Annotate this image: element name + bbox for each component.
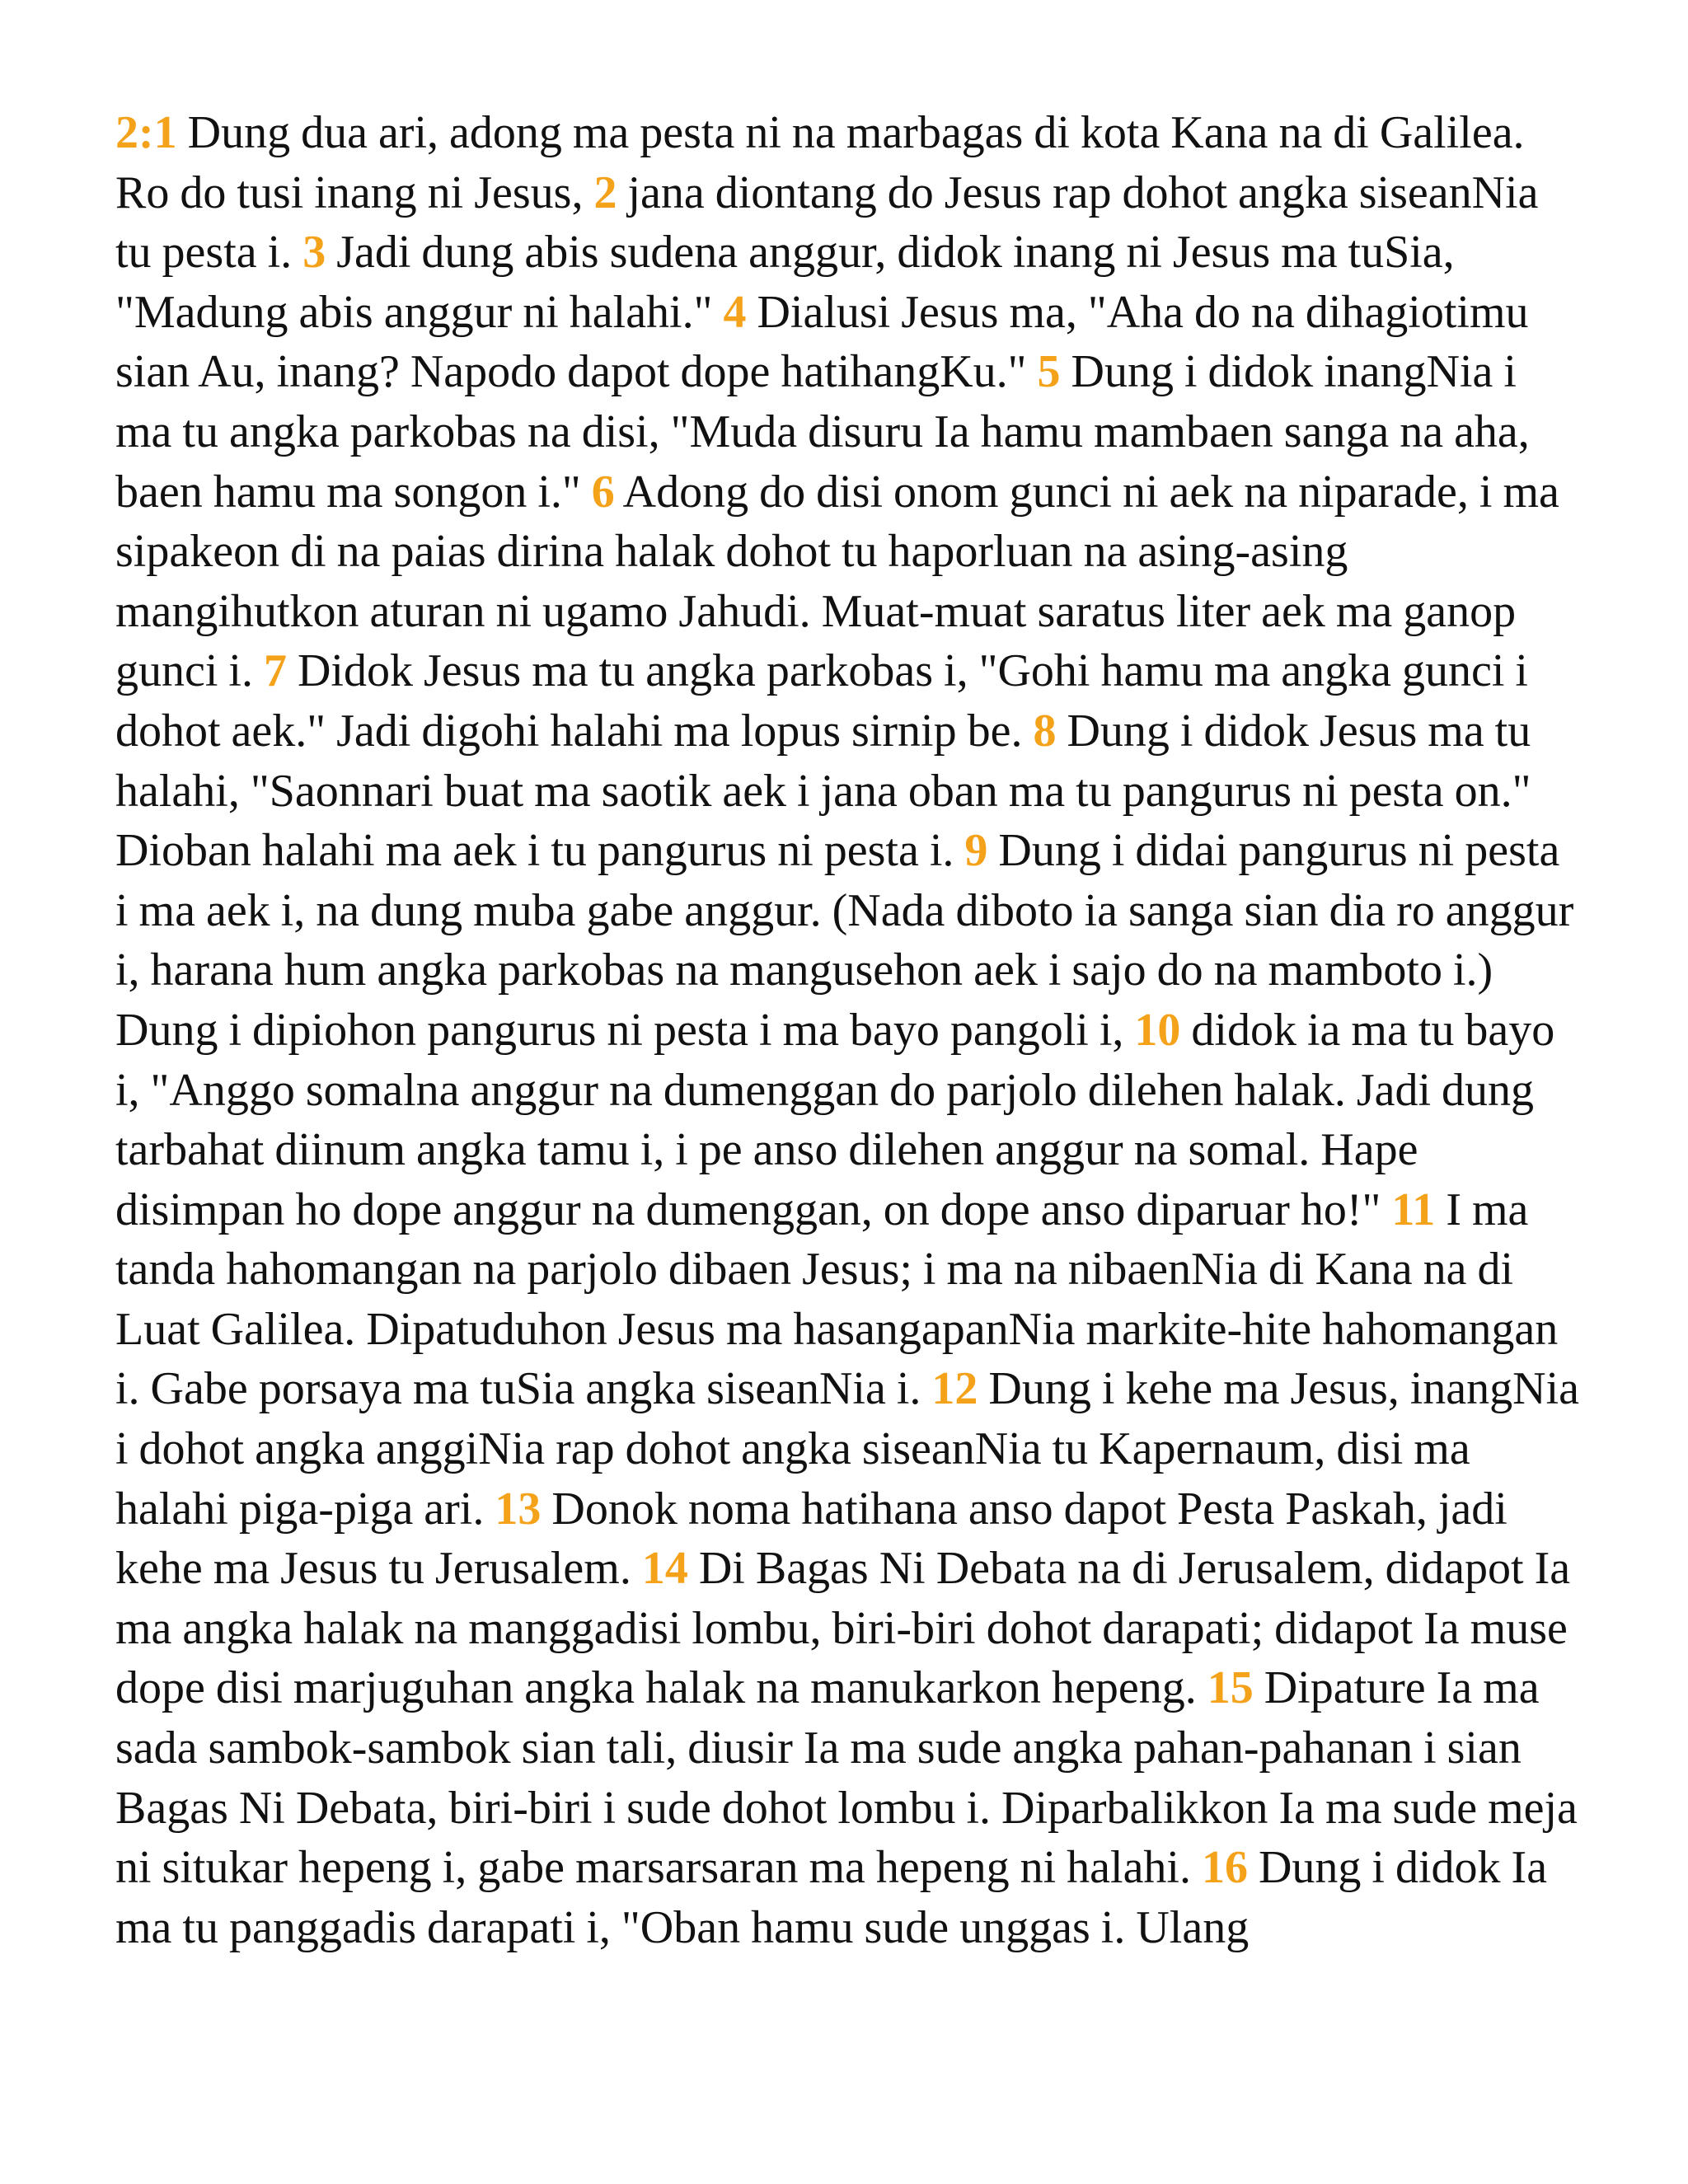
verse-text: Adong do disi onom gunci ni aek na niparade, i ma sipakeon di na paias dirina halak dohot tu haporluan na asing-asing mangihutkon aturan ni ugamo Jahudi. Muat-muat saratus liter aek ma ganop gunci i.: [115, 466, 1559, 697]
verse-number: 8: [1033, 705, 1057, 757]
verse-text: Dialusi Jesus ma, "Aha do na dihagiotimu sian Au, inang? Napodo dapot dope hatihangKu.": [115, 286, 1529, 398]
verse-number: 2:1: [115, 107, 177, 158]
verse-number: 3: [302, 227, 326, 279]
verse-number: 16: [1201, 1842, 1248, 1894]
verse-number: 2: [593, 166, 617, 218]
verse-number: 5: [1037, 346, 1061, 398]
verse-text: Di Bagas Ni Debata na di Jerusalem, didapot Ia ma angka halak na manggadisi lombu, biri-biri dohot darapati; didapot Ia muse dope disi marjuguhan angka halak na manukarkon hepeng.: [115, 1543, 1571, 1714]
verse-number: 7: [263, 645, 287, 697]
verse-text: Dung i didai pangurus ni pesta i ma aek i, na dung muba gabe anggur. (Nada diboto ia sanga sian dia ro anggur i, harana hum angka parkobas na mangusehon aek i sajo do na mamboto i.) Dung i dipiohon pangurus ni pesta i ma bayo pangoli i,: [115, 825, 1574, 1056]
verse-number: 12: [931, 1363, 978, 1415]
verse-number: 6: [591, 466, 615, 518]
verse-number: 14: [641, 1543, 688, 1595]
verse-text: Dung i didok Jesus ma tu halahi, "Saonnari buat ma saotik aek i jana oban ma tu pangurus ni pesta on." Dioban halahi ma aek i tu pangurus ni pesta i.: [115, 705, 1531, 877]
scripture-passage: [115, 103, 1582, 1957]
verse-number: 10: [1134, 1004, 1181, 1056]
verse-number: 11: [1391, 1183, 1436, 1235]
verse-text: Donok noma hatihana anso dapot Pesta Paskah, jadi kehe ma Jesus tu Jerusalem.: [115, 1483, 1507, 1595]
verse-number: 4: [723, 286, 747, 338]
verse-text: I ma tanda hahomangan na parjolo dibaen Jesus; i ma na nibaenNia di Kana na di Luat Galilea. Dipatuduhon Jesus ma hasangapanNia markite-hite hahomangan i. Gabe porsaya ma tuSia angka siseanNia i.: [115, 1183, 1559, 1415]
verse-number: 13: [495, 1483, 542, 1535]
verse-text: Jadi dung abis sudena anggur, didok inang ni Jesus ma tuSia, "Madung abis anggur ni halahi.": [115, 227, 1455, 338]
verse-text: Dung dua ari, adong ma pesta ni na marbagas di kota Kana na di Galilea. Ro do tusi inang ni Jesus,: [115, 107, 1525, 218]
verse-number: 9: [964, 825, 988, 877]
verse-text: Dung i didok inangNia i ma tu angka parkobas na disi, "Muda disuru Ia hamu mambaen sanga na aha, baen hamu ma songon i.": [115, 346, 1530, 518]
verse-text: Dung i kehe ma Jesus, inangNia i dohot angka anggiNia rap dohot angka siseanNia tu Kapernaum, disi ma halahi piga-piga ari.: [115, 1363, 1580, 1535]
verse-text: Dung i didok Ia ma tu panggadis darapati i, "Oban hamu sude unggas i. Ulang: [115, 1842, 1548, 1953]
verse-text: didok ia ma tu bayo i, "Anggo somalna anggur na dumenggan do parjolo dilehen halak. Jadi dung tarbahat diinum angka tamu i, i pe anso dilehen anggur na somal. Hape disimpan ho dope anggur na dumenggan, on dope anso diparuar ho!": [115, 1004, 1555, 1235]
verse-text: jana diontang do Jesus rap dohot angka siseanNia tu pesta i.: [115, 166, 1539, 279]
verse-text: Dipature Ia ma sada sambok-sambok sian tali, diusir Ia ma sude angka pahan-pahanan i sian Bagas Ni Debata, biri-biri i sude dohot lombu i. Diparbalikkon Ia ma sude meja ni situkar hepeng i, gabe marsarsaran ma hepeng ni halahi.: [115, 1662, 1578, 1894]
verse-text: Didok Jesus ma tu angka parkobas i, "Gohi hamu ma angka gunci i dohot aek." Jadi digohi halahi ma lopus sirnip be.: [115, 645, 1528, 757]
verse-number: 15: [1207, 1662, 1254, 1714]
